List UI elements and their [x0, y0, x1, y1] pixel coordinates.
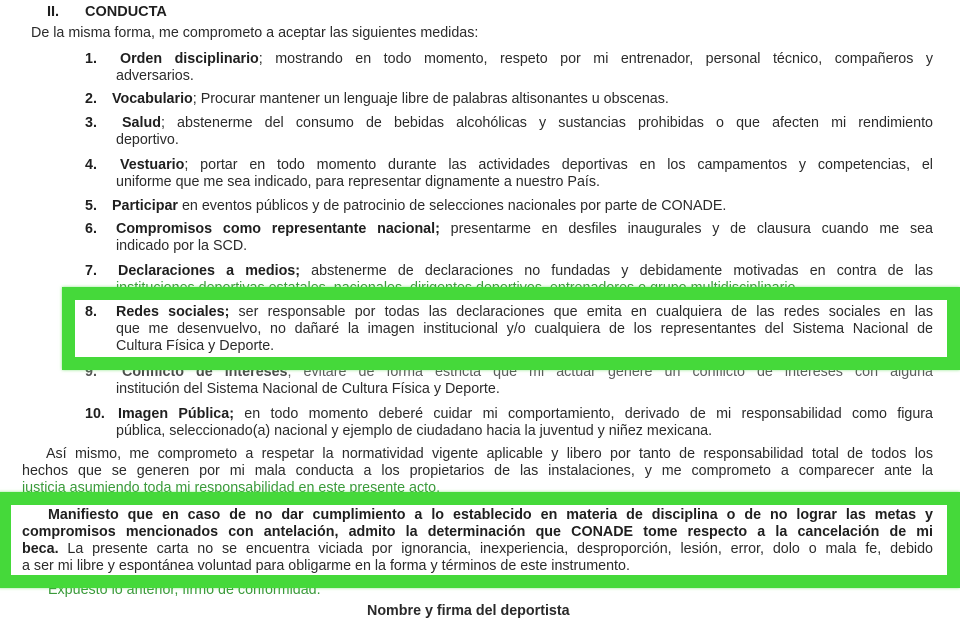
item-title: Imagen Pública [118, 406, 230, 422]
item-number: 3. [85, 115, 97, 131]
paragraph-manifiesto-line3: beca. La presente carta no se encuentra viciada por ignorancia, inexperiencia, desproporción, lesión, error, dolo o mala fe, debido [22, 541, 933, 557]
item-number: 10. [85, 406, 105, 422]
list-item-3-line2: deportivo. [116, 132, 179, 148]
list-item-1-line2: adversarios. [116, 68, 194, 84]
list-item-8-line3: Cultura Física y Deporte. [116, 338, 275, 354]
item-number: 8. [85, 304, 97, 320]
item-number: 1. [85, 51, 97, 67]
paragraph-manifiesto-line4: a ser mi libre y espontánea voluntad para obligarme en la forma y términos de este instrumento. [22, 558, 630, 574]
item-number: 5. [85, 198, 97, 214]
section-header [47, 4, 167, 21]
list-item-10-line1: Imagen Pública; en todo momento deberé cuidar mi comportamiento, derivado de mi responsabilidad como figura [118, 406, 934, 422]
item-number: 6. [85, 221, 97, 237]
section-numeral: II. [47, 4, 60, 20]
list-item-5-line1: Participar en eventos públicos y de patrocinio de selecciones nacionales por parte de CONADE. [112, 198, 727, 214]
item-title: Vocabulario [112, 91, 193, 107]
item-number: 7. [85, 263, 97, 279]
section-title: CONDUCTA [85, 4, 167, 20]
item-number: 4. [85, 157, 97, 173]
list-item-3-line1: Salud; abstenerme del consumo de bebidas alcohólicas y sustancias prohibidas o que afecten mi rendimiento [122, 115, 933, 131]
list-item-7-line2: instituciones deportivas estatales, nacionales, dirigentes deportivos, entrenadores o grupo multidisciplinario. [116, 280, 800, 296]
list-item-9-line2: institución del Sistema Nacional de Cultura Física y Deporte. [116, 381, 500, 397]
list-item-6-line1: Compromisos como representante nacional; presentarme en desfiles inaugurales y de clausura cuando me sea [116, 221, 933, 237]
list-item-8-line1: Redes sociales; ser responsable por todas las declaraciones que emita en cualquiera de las redes sociales en las [116, 304, 933, 320]
section-intro: De la misma forma, me comprometo a aceptar las siguientes medidas: [31, 25, 479, 41]
paragraph-asi-line3: justicia asumiendo toda mi responsabilidad en este presente acto. [22, 480, 441, 496]
list-item-4-line2: uniforme que me sea indicado, para representar dignamente a nuestro País. [116, 174, 600, 190]
item-number: 9. [85, 364, 97, 380]
list-item-10-line2: pública, seleccionado(a) nacional y ejemplo de ciudadano hacia la juventud y niñez mexicana. [116, 423, 713, 439]
list-item-7-line1: Declaraciones a medios; abstenerme de declaraciones no fundadas y debidamente motivadas en contra de las [118, 263, 933, 279]
item-title: Participar [112, 198, 178, 214]
list-item-4-line1: Vestuario; portar en todo momento durante las actividades deportivas en los campamentos y competencias, el [120, 157, 933, 173]
item-title: Vestuario [120, 157, 185, 173]
signature-label: Nombre y firma del deportista [367, 603, 570, 619]
list-item-6-line2: indicado por la SCD. [116, 238, 248, 254]
item-title: Orden disciplinario [120, 51, 259, 67]
closing-text: Expuesto lo anterior, firmo de conformidad. [48, 582, 321, 598]
item-title: Declaraciones a medios [118, 263, 296, 279]
list-item-1-line1: Orden disciplinario; mostrando en todo momento, respeto por mi entrenador, personal técnico, compañeros y [120, 51, 933, 67]
paragraph-asi-line2: hechos que se generen por mi mala conducta a los propietarios de las instalaciones, y me comprometo a comparecer ante la [22, 463, 933, 479]
paragraph-manifiesto-line2: compromisos mencionados con antelación, admito la determinación que CONADE tome respecto a la cancelación de mi [22, 524, 933, 540]
list-item-8-line2: que me desenvuelvo, no dañaré la imagen institucional y/o cualquiera de los representantes del Sistema Nacional de [116, 321, 933, 337]
item-title: Salud [122, 115, 161, 131]
list-item-2-line1: Vocabulario; Procurar mantener un lenguaje libre de palabras altisonantes u obscenas. [112, 91, 669, 107]
item-title: Redes sociales [116, 304, 225, 320]
item-title: Compromisos como representante nacional [116, 221, 436, 237]
list-item-9-line1: Conflicto de intereses; evitaré de forma estricta que mi actuar genere un conflicto de intereses con alguna [122, 364, 934, 380]
item-number: 2. [85, 91, 97, 107]
item-title: Conflicto de intereses [122, 364, 288, 380]
paragraph-asi-line1: Así mismo, me comprometo a respetar la normatividad vigente aplicable y libero por tanto de responsabilidad total de todos los [46, 446, 933, 462]
paragraph-manifiesto-line1: Manifiesto que en caso de no dar cumplimiento a lo establecido en materia de disciplina o de no lograr las metas y [48, 507, 933, 523]
